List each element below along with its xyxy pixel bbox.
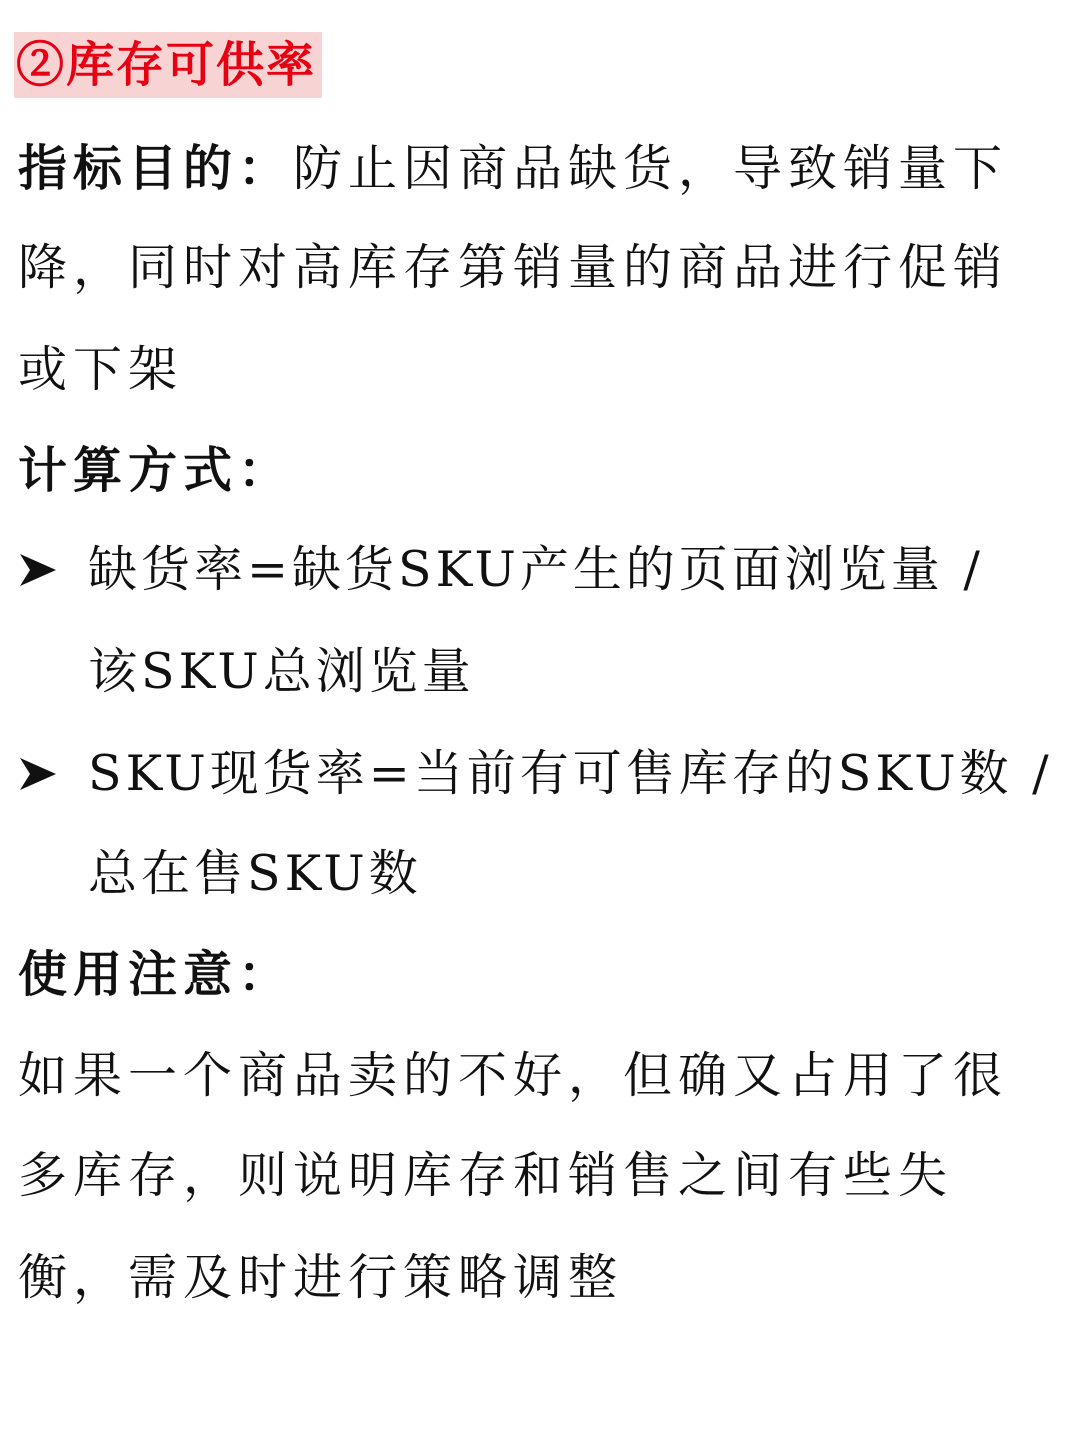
purpose-line-1 [18, 138, 1008, 199]
purpose-line-3: 或下架 [18, 341, 184, 398]
purpose-text-1: 防止因商品缺货，导致销量下 [293, 140, 1009, 197]
calc-heading: 计算方式： [18, 441, 294, 499]
calc-item-2-line-2: 总在售SKU数 [88, 845, 422, 902]
purpose-label: 指标目的： [18, 139, 294, 197]
purpose-line-2: 降，同时对高库存第销量的商品进行促销 [18, 239, 1009, 296]
notes-line-3: 衡，需及时进行策略调整 [18, 1249, 624, 1306]
notes-line-1: 如果一个商品卖的不好，但确又占用了很 [18, 1047, 1009, 1104]
notes-heading: 使用注意： [18, 945, 294, 1003]
calc-item-1-line-2: 该SKU总浏览量 [88, 643, 475, 700]
notes-line-2: 多库存，则说明库存和销售之间有些失 [18, 1147, 954, 1204]
calc-item-2-line-1: SKU现货率=当前有可售库存的SKU数 / [88, 745, 1053, 802]
arrowhead-bullet-icon [18, 754, 58, 794]
section-title: ②库存可供率 [14, 32, 322, 98]
calc-item-1-line-1: 缺货率=缺货SKU产生的页面浏览量 / [88, 541, 984, 598]
arrowhead-bullet-icon [18, 550, 58, 590]
